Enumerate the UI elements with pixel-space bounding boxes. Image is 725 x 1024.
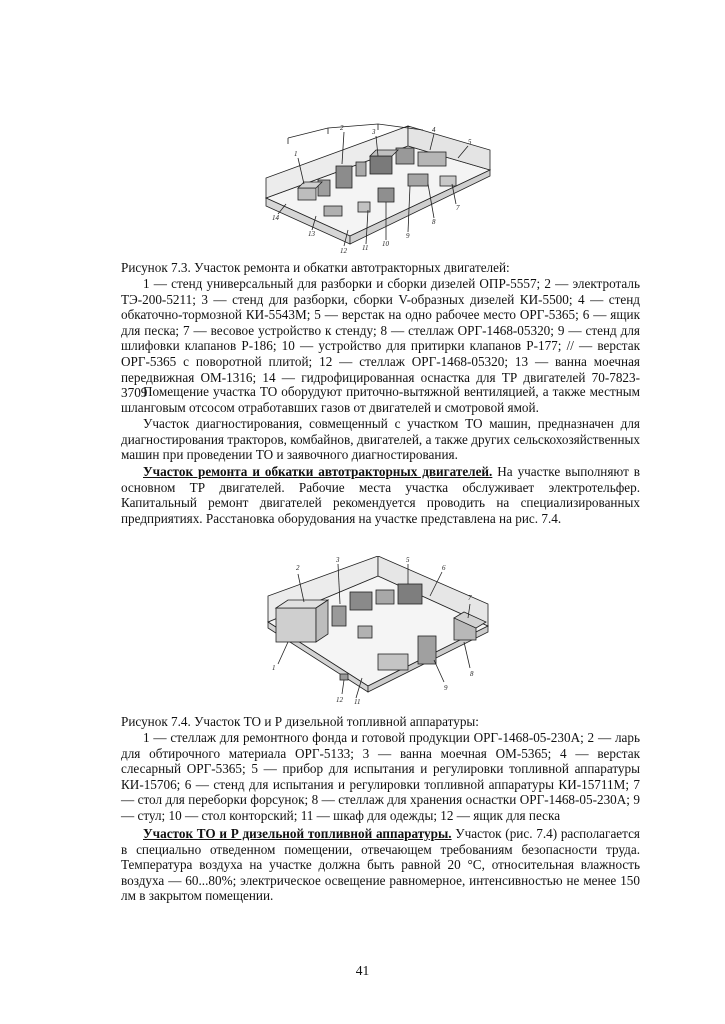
paragraph-fuel-equipment: [121, 826, 640, 904]
figure-7-3-legend: 1 — стенд универсальный для разборки и сборки дизелей ОПР-5557; 2 — электроталь ТЭ-200-5211; 3 — стенд для разборки, сборки V-образных дизелей КИ-5500; 4 — стенд обкаточно-тормозной КИ-5543М; 5 — верстак на одно рабочее место ОРГ-5365; 6 — ящик для песка; 7 — весовое устройство к стенду; 8 — стеллаж ОРГ-1468-05320; 9 — стенд для шлифовки клапанов Р-186; 10 — устройство для притирки клапанов Р-177; // — верстак ОРГ-5365 с поворотной плитой; 12 — стеллаж ОРГ-1468-05320; 13 — ванна моечная передвижная ОМ-1316; 14 — гидрофицированная оснастка для ТР двигателей 70-7823-3709: [121, 276, 640, 401]
fig2-label-6: 6: [442, 564, 446, 572]
fig2-label-12: 12: [336, 696, 343, 704]
fig2-label-7: 7: [468, 594, 472, 602]
fig1-label-1: 1: [294, 150, 298, 158]
fig2-label-3: 3: [336, 556, 340, 564]
figure-7-4-illustration: [258, 556, 498, 706]
figure-7-3-caption: Рисунок 7.3. Участок ремонта и обкатки автотракторных двигателей:: [121, 260, 510, 275]
fig1-label-9: 9: [406, 232, 410, 240]
figure-7-4-caption: Рисунок 7.4. Участок ТО и Р дизельной топливной аппаратуры:: [121, 714, 479, 729]
fig1-label-11: 11: [362, 244, 369, 252]
section-title-engine-repair: Участок ремонта и обкатки автотракторных двигателей.: [143, 464, 493, 479]
fig1-label-3: 3: [372, 128, 376, 136]
fig1-label-4: 4: [432, 126, 436, 134]
page-number: 41: [355, 963, 370, 978]
paragraph-diagnostics: Участок диагностирования, совмещенный с участком ТО машин, предназначен для диагностирования тракторов, комбайнов, двигателей, а также других сельскохозяйственных машин при проведении ТО и заявочного диагностирования.: [121, 416, 640, 463]
fig1-label-12: 12: [340, 247, 347, 255]
paragraph-fuel-equipment-text: Участок (рис. 7.4) располагается в специально отведенном помещении, отвечающем требованиям безопасности труда. Температура воздуха на участке должна быть равной 20 °С, относительная влажность воздуха — 60...80%; электрическое освещение равномерное, интенсивностью не менее 150 лм в закрытом помещении.: [121, 826, 640, 904]
fig1-label-10: 10: [382, 240, 389, 248]
figure-7-3-illustration: [258, 118, 498, 256]
fig2-label-2: 2: [296, 564, 300, 572]
fig1-label-7: 7: [456, 204, 460, 212]
fig2-label-5: 5: [406, 556, 410, 564]
paragraph-engine-repair: [121, 464, 640, 526]
figure-7-4-legend: 1 — стеллаж для ремонтного фонда и готовой продукции ОРГ-1468-05-230А; 2 — ларь для обтирочного материала ОРГ-5133; 3 — ванна моечная ОМ-5365; 4 — верстак слесарный ОРГ-5365; 5 — прибор для испытания и регулировки топливной аппаратуры КИ-15706; 6 — стенд для испытания и регулировки топливной аппаратуры КИ-15711М; 7 — стол для переборки форсунок; 8 — стеллаж для хранения оснастки ОРГ-1468-05-230А; 9 — стул; 10 — стол конторский; 11 — шкаф для одежды; 12 — ящик для песка: [121, 730, 640, 823]
fig2-label-8: 8: [470, 670, 474, 678]
fig1-label-5: 5: [468, 138, 472, 146]
fig1-label-14: 14: [272, 214, 279, 222]
figure-7-4-drawing: [258, 556, 498, 706]
fig2-label-9: 9: [444, 684, 448, 692]
paragraph-ventilation: Помещение участка ТО оборудуют приточно-вытяжной вентиляцией, а также местным шланговым отсосом отработавших газов от двигателей и смотровой ямой.: [121, 384, 640, 415]
paragraph-engine-repair-text: На участке выполняют в основном ТР двигателей. Рабочие места участка обслуживает электротельфер. Капитальный ремонт двигателей рекомендуется проводить на специализированных предприятиях. Расстановка оборудования на участке представлена на рис. 7.4.: [121, 464, 640, 526]
fig1-label-8: 8: [432, 218, 436, 226]
fig1-label-13: 13: [308, 230, 315, 238]
fig1-label-2: 2: [340, 124, 344, 132]
section-title-fuel-equipment: Участок ТО и Р дизельной топливной аппаратуры.: [143, 826, 452, 841]
figure-7-3-drawing: [258, 118, 498, 256]
fig2-label-1: 1: [272, 664, 276, 672]
fig2-label-11: 11: [354, 698, 361, 706]
